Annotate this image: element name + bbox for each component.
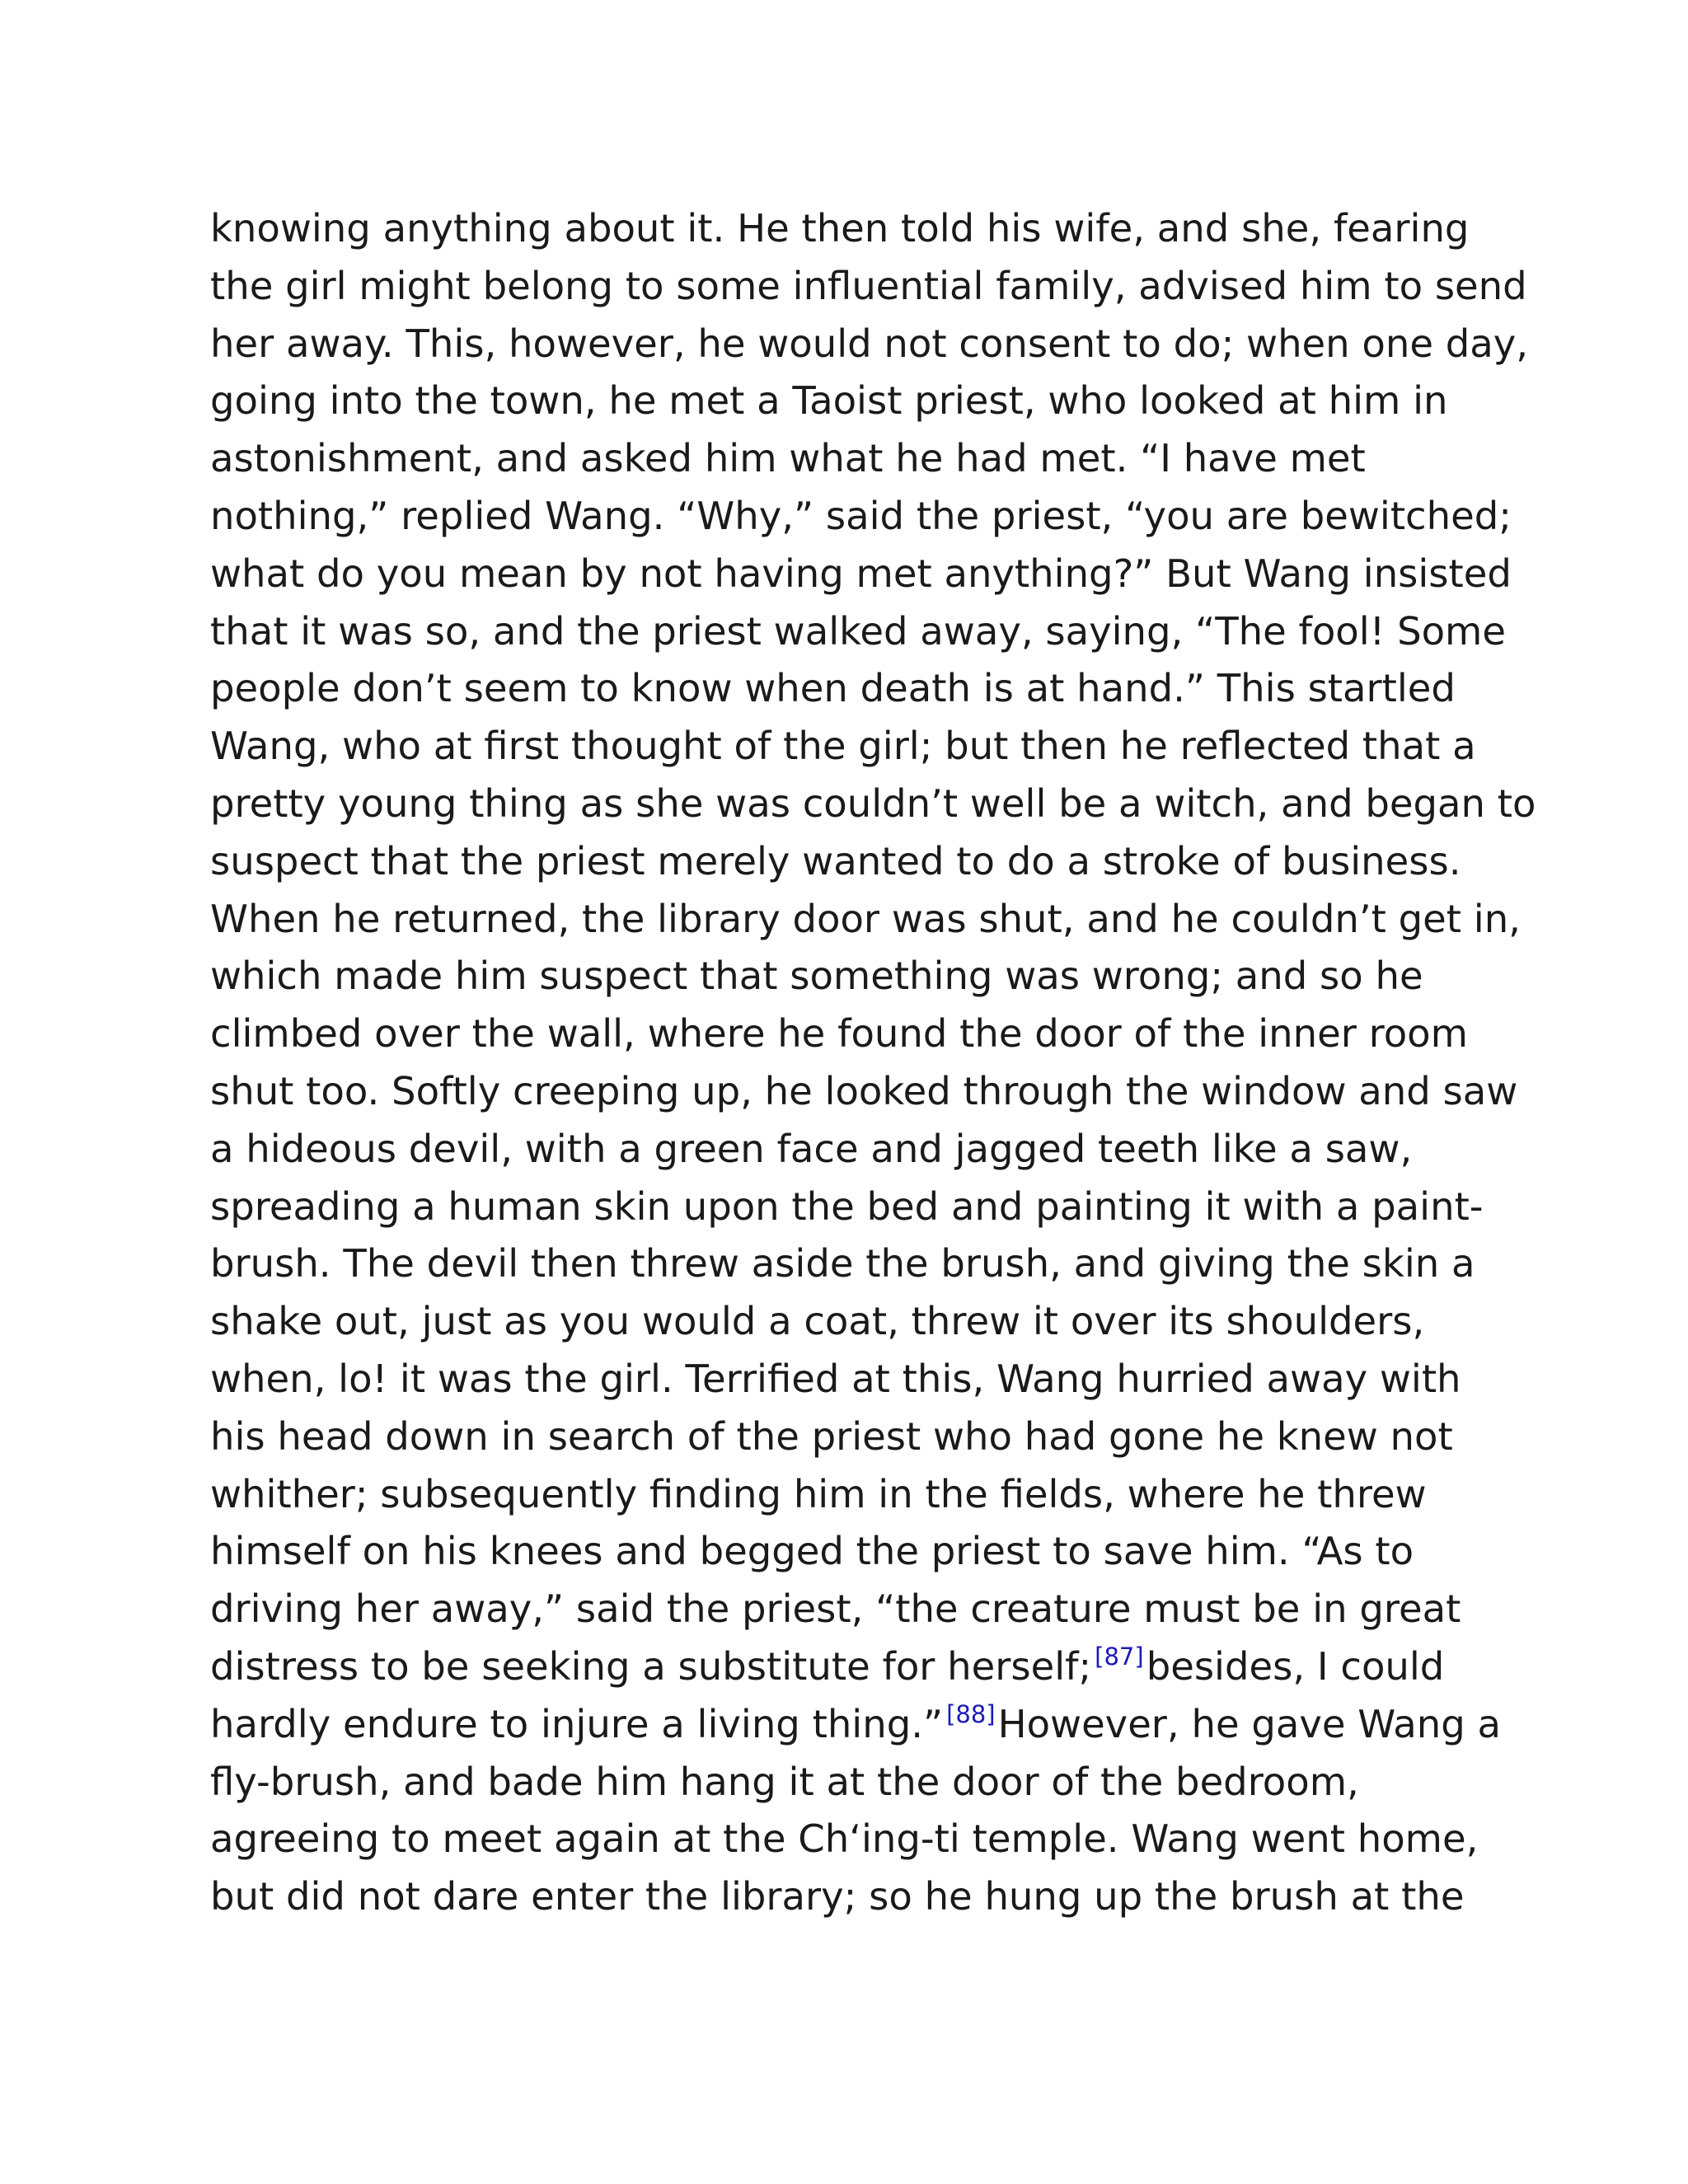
text-line: suspect that the priest merely wanted to do a stroke of business. xyxy=(210,838,1461,883)
text-line: pretty young thing as she was couldn’t well be a witch, and began to xyxy=(210,780,1536,826)
text-line: climbed over the wall, where he found the door of the inner room xyxy=(210,1011,1468,1057)
text-line: knowing anything about it. He then told his wife, and she, fearing xyxy=(210,206,1470,251)
text-line: When he returned, the library door was shut, and he couldn’t get in, xyxy=(210,896,1521,941)
text-line: fly-brush, and bade him hang it at the door of the bedroom, xyxy=(210,1759,1359,1804)
text-line: shake out, just as you would a coat, threw it over its shoulders, xyxy=(210,1299,1425,1344)
footnote-link[interactable]: [87] xyxy=(1095,1642,1144,1671)
text-line: when, lo! it was the girl. Terrified at this, Wang hurried away with xyxy=(210,1356,1461,1401)
text-line: Wang, who at first thought of the girl; but then he reflected that a xyxy=(210,724,1476,769)
text-line: his head down in search of the priest who had gone he knew not xyxy=(210,1413,1453,1459)
text-line: whither; subsequently finding him in the fields, where he threw xyxy=(210,1471,1427,1516)
text-line: astonishment, and asked him what he had met. “I have met xyxy=(210,436,1366,481)
text-line: but did not dare enter the library; so he hung up the brush at the xyxy=(210,1874,1465,1919)
text-line xyxy=(210,1696,1502,1754)
text-line: her away. This, however, he would not consent to do; when one day, xyxy=(210,321,1529,366)
text-line xyxy=(210,1638,1496,1696)
text-line: the girl might belong to some influential family, advised him to send xyxy=(210,263,1527,308)
text-line: driving her away,” said the priest, “the creature must be in great xyxy=(210,1586,1461,1632)
text-line: nothing,” replied Wang. “Why,” said the priest, “you are bewitched; xyxy=(210,493,1512,538)
text-line: shut too. Softly creeping up, he looked through the window and saw xyxy=(210,1068,1518,1113)
text-line: himself on his knees and begged the priest to save him. “As to xyxy=(210,1529,1414,1574)
text-line: people don’t seem to know when death is at hand.” This startled xyxy=(210,666,1456,711)
text-segment: hardly endure to injure a living thing.” xyxy=(210,1701,944,1746)
text-line: which made him suspect that something was wrong; and so he xyxy=(210,954,1423,999)
footnote-link[interactable]: [88] xyxy=(946,1699,996,1728)
text-segment: distress to be seeking a substitute for herself; xyxy=(210,1643,1092,1689)
text-line: spreading a human skin upon the bed and painting it with a paint- xyxy=(210,1183,1484,1229)
body-text xyxy=(210,200,1536,1926)
text-line: a hideous devil, with a green face and jagged teeth like a saw, xyxy=(210,1126,1413,1171)
text-segment: However, he gave Wang a xyxy=(997,1701,1502,1746)
text-line: that it was so, and the priest walked away, saying, “The fool! Some xyxy=(210,608,1506,654)
text-line: going into the town, he met a Taoist priest, who looked at him in xyxy=(210,378,1448,424)
text-line: agreeing to meet again at the Ch‘ing-ti temple. Wang went home, xyxy=(210,1816,1479,1862)
text-segment: besides, I could xyxy=(1146,1643,1445,1689)
text-line: brush. The devil then threw aside the brush, and giving the skin a xyxy=(210,1241,1475,1286)
text-line: what do you mean by not having met anything?” But Wang insisted xyxy=(210,551,1512,596)
